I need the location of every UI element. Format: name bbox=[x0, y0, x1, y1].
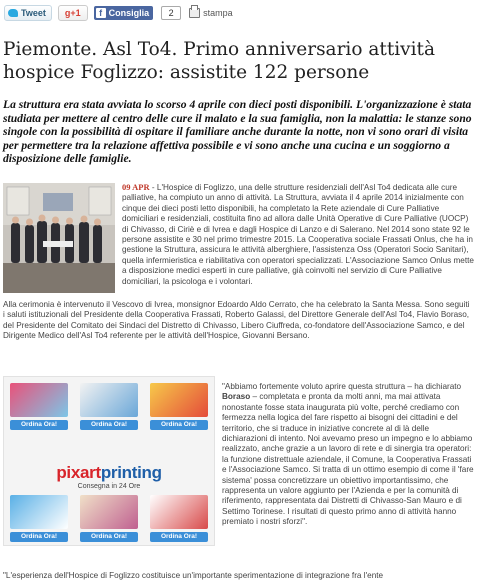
tweet-button[interactable] bbox=[4, 5, 52, 21]
pixartprinting-ad[interactable] bbox=[3, 376, 215, 546]
ad-product[interactable] bbox=[80, 495, 138, 542]
ad-product[interactable] bbox=[80, 383, 138, 430]
share-bar bbox=[4, 5, 233, 21]
ad-product-image bbox=[10, 495, 68, 529]
ad-order-button[interactable]: Ordina Ora! bbox=[10, 532, 68, 542]
ad-order-button[interactable]: Ordina Ora! bbox=[150, 532, 208, 542]
article-lead: La struttura era stata avviata lo scorso 4 aprile con dieci posti disponibili. L'organizzazione è stata studiata per mettere al centro delle cure il malato e la sua famiglia, non la malattia: le stanze sono singole con la possibilità di ospitare il familiare anche durante la notte, non vi sono orari di visita per permettere tra la relazione affettiva possibile e vi sono anche una cucina e un soggiorno a disposizione delle famiglie. bbox=[3, 98, 472, 165]
ad-products-row-top bbox=[10, 383, 208, 430]
ad-product[interactable] bbox=[150, 495, 208, 542]
ad-brand-logo: pixartprinting bbox=[56, 463, 162, 482]
article-photo bbox=[3, 183, 115, 293]
facebook-recommend-button[interactable] bbox=[94, 6, 154, 20]
article-date: 09 APR bbox=[122, 182, 150, 192]
tweet-label: Tweet bbox=[21, 8, 46, 18]
facebook-count: 2 bbox=[161, 6, 181, 20]
google-plus-button[interactable] bbox=[58, 5, 88, 21]
print-label: stampa bbox=[203, 8, 233, 18]
article-paragraph-1 bbox=[122, 182, 474, 287]
facebook-label: Consiglia bbox=[108, 8, 150, 18]
article-paragraph-1-text: - L'Hospice di Foglizzo, una delle strutture residenziali dell'Asl To4 dedicata alle cure palliative, ha compiuto un anno di attività. La Struttura, avviata il 4 aprile 2014 inizialmente con cinque dei dieci posti letto disponibili, ha completato la Rete aziendale di Cure Palliative domiciliari e residenziali, costituita fino ad allora dalle Unità Operative di Cure Palliative (UOCP) di Chivasso, di Ciriè e di Ivrea e dagli Hospice di Lanzo e di Salerano. Nel 2014 sono state 92 le persone assistite e 30 nel primo trimestre 2015. La Cooperativa sociale Frassati Onlus, che ha in gestione la Struttura, assicura le attività alberghiere, l'assistenza Oss (Operatori Socio Sanitari), quella infermieristica e riabilitativa con operatori specializzati. L'Associazione Samco Onlus mette a disposizione medici esperti in cure palliative, già coinvolti nel servizio di Cure Palliative domiciliari, la psicologa e i volontari. bbox=[122, 183, 474, 286]
article-paragraph-2: Alla cerimonia è intervenuto il Vescovo di Ivrea, monsignor Edoardo Aldo Cerrato, che ha celebrato la Santa Messa. Sono seguiti i saluti istituzionali del Presidente della Cooperativa Frassati, Roberto Galassi, del Direttore Generale dell'Asl To4, Flavio Boraso, del Presidente del Comitato dei Sindaci del Distretto di Chivasso, Libero Ciuffreda, co-fondatore dell'Associazione Samco, e del Dirigente Medico dell'Asl To4 referente per le attività dell'Hospice, Giovanni Bersano. bbox=[3, 300, 470, 341]
ad-subtitle: Consegna in 24 Ore bbox=[77, 483, 141, 490]
gplus-label: g+1 bbox=[64, 8, 81, 18]
ad-order-button[interactable]: Ordina Ora! bbox=[150, 420, 208, 430]
ad-product[interactable] bbox=[10, 383, 68, 430]
ad-products-row-bottom bbox=[10, 495, 208, 542]
ad-product-image bbox=[80, 495, 138, 529]
ad-product-image bbox=[10, 383, 68, 417]
article-paragraph-4: "L'esperienza dell'Hospice di Foglizzo costituisce un'importante sperimentazione di integrazione fra l'ente bbox=[3, 571, 384, 580]
ceremony-photo-image bbox=[3, 183, 115, 293]
ad-order-button[interactable]: Ordina Ora! bbox=[80, 532, 138, 542]
ad-product[interactable] bbox=[150, 383, 208, 430]
article-title: Piemonte. Asl To4. Primo anniversario attività hospice Foglizzo: assistite 122 persone bbox=[3, 39, 436, 83]
ad-product-image bbox=[80, 383, 138, 417]
twitter-icon bbox=[8, 9, 18, 17]
quote-speaker: Boraso bbox=[222, 392, 251, 402]
ad-product[interactable] bbox=[10, 495, 68, 542]
printer-icon bbox=[189, 8, 200, 18]
ad-order-button[interactable]: Ordina Ora! bbox=[10, 420, 68, 430]
ad-order-button[interactable]: Ordina Ora! bbox=[80, 420, 138, 430]
ad-product-image bbox=[150, 383, 208, 417]
ad-product-image bbox=[150, 495, 208, 529]
quote-text-start: "Abbiamo fortemente voluto aprire questa struttura – ha dichiarato bbox=[222, 382, 462, 391]
quote-text-end: – completata e pronta da molti anni, ma mai attivata nonostante fosse stata inaugurata più volte, perché crediamo con fermezza nella logica del fare rispetto ai bisogni dei cittadini e del territorio, che si traduce in iniziative concrete al di là delle dichiarazioni di intento. Noi avevamo preso un impegno e lo abbiamo realizzato, anche grazie a un lavoro di rete e di sinergia tra operatori: la funzione distrettuale aziendale, il Comune, la Cooperativa Frassati e l'Associazione Samco. Si tratta di un ottimo esempio di come il 'fare sistema' possa concretizzare un obiettivo importantissimo, che rappresenta un valore aggiunto per l'Azienda e per la comunità di riferimento, rappresentata dai Distretti di Chivasso-San Mauro e di Settimo Torinese. I risultati di questo primo anno di attività hanno premiato i nostri sforzi". bbox=[222, 392, 474, 527]
facebook-icon: f bbox=[96, 8, 106, 18]
print-link[interactable] bbox=[189, 8, 233, 18]
article-paragraph-3 bbox=[222, 382, 474, 528]
